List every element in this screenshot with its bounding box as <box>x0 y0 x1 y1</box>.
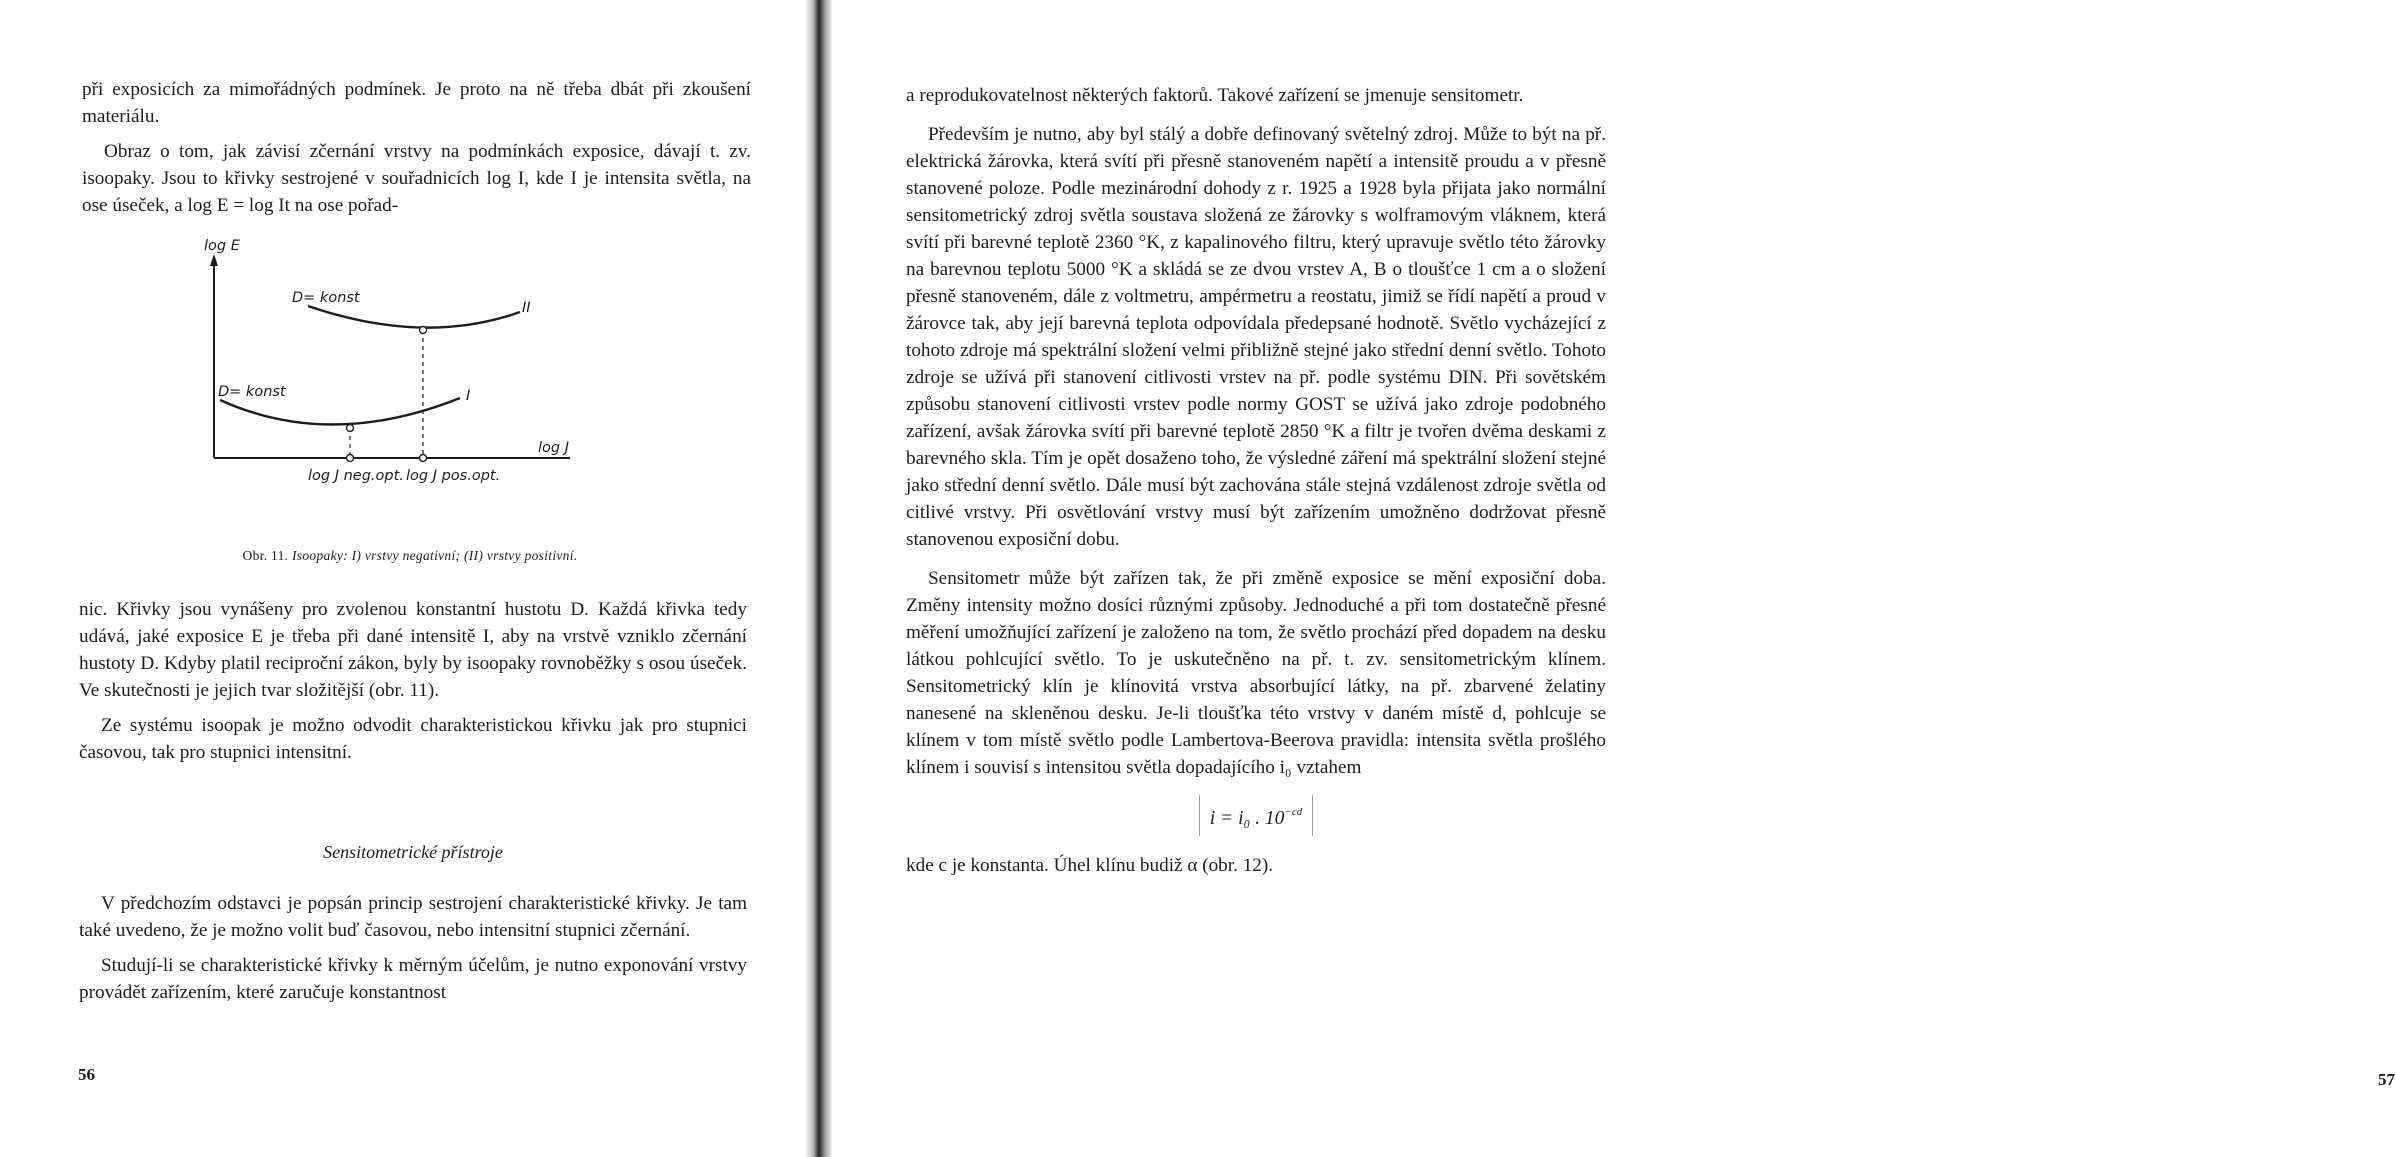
tick-point-pos <box>420 455 427 462</box>
curve-i-id: I <box>466 388 471 404</box>
caption-text: Isoopaky: I) vrstvy negativní; (II) vrstvy positivní. <box>292 548 578 563</box>
left-paragraph-6: Studují-li se charakteristické křivky k měrným účelům, je nutno exponování vrstvy provádět zařízením, které zaručuje konstantnost <box>79 955 747 1003</box>
tick-point-neg <box>347 455 354 462</box>
formula-exponent: −cd <box>1284 806 1303 818</box>
tick-label-neg: log J neg.opt. <box>308 468 404 484</box>
minimum-point-ii <box>420 327 427 334</box>
curve-ii-label: D= konst <box>292 290 360 306</box>
right-page <box>818 0 2395 1157</box>
right-paragraph-2: Především je nutno, aby byl stálý a dobře definovaný světelný zdroj. Může to být na př. elektrická žárovka, která svítí při přesně stanoveném napětí a intensitě proudu a v přesně stanovené poloze. Podle mezinárodní dohody z r. 1925 a 1928 byla přijata jako normální sensitometrický zdroj světla soustava složená ze žárovky s wolframovým vláknem, která svítí při barevné teplotě 2360 °K, z kapalinového filtru, který upravuje světlo této žárovky na barevnou teplotu 5000 °K a skládá se ze dvou vrstev A, B o tloušťce 1 cm a o složení přesně stanoveném, dále z voltmetru, ampérmetru a reostatu, jimiž se řídí napětí a proud v žárovce tak, aby její barevná teplota odpovídala předepsané hodnotě. Světlo vycházející z tohoto zdroje má spektrální složení velmi přibližně stejné jako střední denní světlo. Tohoto zdroje se užívá při stanovení citlivosti vrstev na př. podle systému DIN. Při sovětském způsobu stanovení citlivosti vrstev podle normy GOST se užívá jako zdroje podobného zařízení, avšak žárovka svítí při barevné teplotě 2850 °K a filtr je tvořen dvěma deskami z barevného skla. Tím je opět dosaženo toho, že výsledné záření má spektrální složení stejné jako střední denní světlo. Dále musí být zachována stále stejná vzdálenost zdroje světla od citlivé vrstvy. Při osvětlování vrstvy musí být zařízením umožněno dodržovat přesně stanovenou exposiční dobu. <box>906 124 1606 550</box>
minimum-point-i <box>347 425 354 432</box>
x-axis-label: log J <box>538 440 569 456</box>
curve-ii <box>308 306 520 328</box>
figure-caption <box>120 548 700 564</box>
section-heading: Sensitometrické přístroje <box>323 842 503 862</box>
right-paragraph-3: Sensitometr může být zařízen tak, že při změně exposice se mění exposiční doba. Změny intensity možno dosíci různými způsoby. Jednoduché a při tom dostatečně přesné měření umožňující zařízení je založeno na tom, že světlo prochází před dopadem na desku látkou pohlcující světlo. To je uskutečněno na př. t. zv. sensitometrickým klínem. Sensitometrický klín je klínovitá vrstva absorbující látky, na př. zbarvené želatiny nanesené na skleněnou desku. Je-li tloušťka této vrstvy v daném místě d, pohlcuje se klínem v tom místě světlo podle Lambertova-Beerova pravidla: intensita světla prošlého klínem i souvisí s intensitou světla dopadajícího i₀ vztahem <box>906 568 1606 778</box>
curve-i-label: D= konst <box>218 384 286 400</box>
left-paragraph-4: Ze systému isoopak je možno odvodit charakteristickou křivku jak pro stupnici časovou, tak pro stupnici intensitní. <box>79 715 747 763</box>
page-number-right: 57 <box>2378 1070 2395 1089</box>
right-paragraph-1: a reprodukovatelnost některých faktorů. Takové zařízení se jmenuje sensitometr. <box>906 85 1524 106</box>
right-text <box>906 82 1606 879</box>
isoopaky-figure <box>204 238 630 530</box>
left-middle-text <box>79 596 747 766</box>
left-page <box>0 0 818 1157</box>
formula-box <box>1199 795 1313 836</box>
curve-i <box>220 398 460 425</box>
left-paragraph-1: při exposicích za mimořádných podmínek. Je proto na ně třeba dbát při zkoušení materiálu. <box>82 79 751 127</box>
curve-ii-id: II <box>522 300 531 316</box>
left-paragraph-2: Obraz o tom, jak závisí zčernání vrstvy na podmínkách exposice, dávají t. zv. isoopaky. Jsou to křivky sestrojené v souřadnicích log I, kde I je intensita světla, na ose úseček, a log E = log It na ose pořad- <box>82 141 751 216</box>
left-paragraph-3: nic. Křivky jsou vynášeny pro zvolenou konstantní hustotu D. Každá křivka tedy udává, jaké exposice E je třeba při dané intensitě I, aby na vrstvě vzniklo zčernání hustoty D. Kdyby platil reciproční zákon, byly by isoopaky rovnoběžky s osou úseček. Ve skutečnosti je jejich tvar složitější (obr. 11). <box>79 599 747 701</box>
page-number-left: 56 <box>78 1065 95 1084</box>
formula-main: i = i₀ . 10 <box>1209 808 1285 829</box>
tick-label-pos: log J pos.opt. <box>406 468 501 484</box>
right-paragraph-4: kde c je konstanta. Úhel klínu budiž α (obr. 12). <box>906 855 1274 876</box>
left-top-text <box>82 76 751 219</box>
y-axis-arrow <box>210 254 218 266</box>
left-bottom-text <box>79 890 747 1006</box>
left-paragraph-5: V předchozím odstavci je popsán princip sestrojení charakteristické křivky. Je tam také uvedeno, že je možno volit buď časovou, nebo intensitní stupnici zčernání. <box>79 893 747 941</box>
y-axis-label: log E <box>204 238 240 254</box>
isoopaky-diagram <box>204 238 630 530</box>
formula <box>906 795 1606 836</box>
caption-prefix: Obr. 11. <box>242 548 289 563</box>
